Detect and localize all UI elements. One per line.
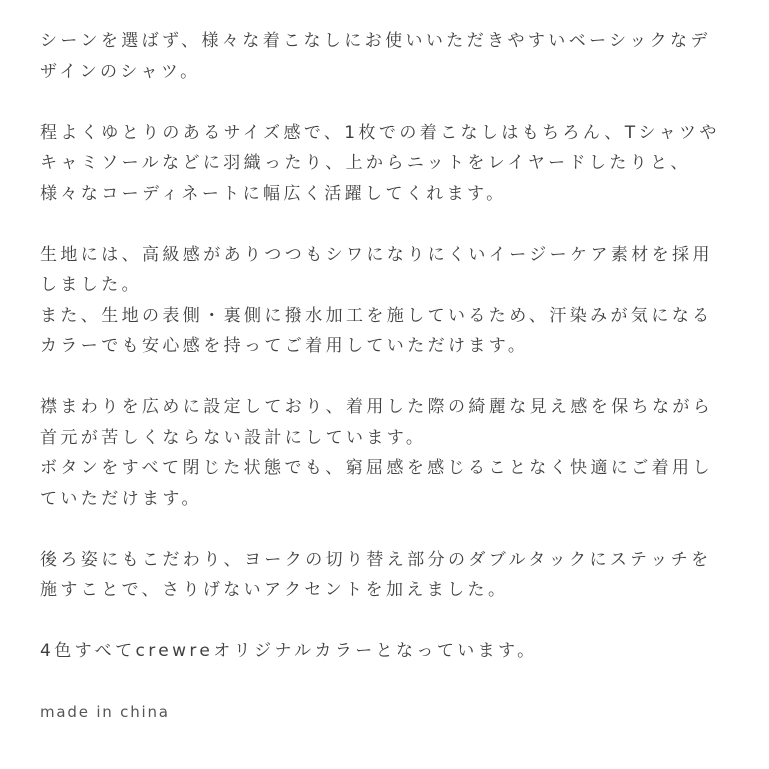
text-line: 後ろ姿にもこだわり、ヨークの切り替え部分のダブルタックにステッチを — [40, 549, 712, 570]
text-line: キャミソールなどに羽織ったり、上からニットをレイヤードしたりと、 — [40, 153, 691, 173]
text-line: ボタンをすべて閉じた状態でも、窮屈感を感じることなく快適にご着用し — [40, 458, 713, 478]
origin-note: made in china — [40, 703, 170, 721]
paragraph-fabric — [40, 240, 740, 362]
text-line: ていただけます。 — [40, 488, 202, 509]
text-line: 首元が苦しくならない設計にしています。 — [40, 427, 427, 448]
text-line: また、生地の表側・裏側に撥水加工を施しているため、汗染みが気になる — [40, 305, 713, 326]
paragraph-back — [40, 545, 740, 606]
paragraph-fit — [40, 118, 740, 210]
text-line: 襟まわりを広めに設定しており、着用した際の綺麗な見え感を保ちながら — [40, 397, 714, 417]
paragraph-collar — [40, 392, 740, 514]
product-description — [40, 26, 740, 758]
text-line: 4色すべてcrewreオリジナルカラーとなっています。 — [40, 641, 538, 661]
text-line: 生地には、高級感がありつつもシワになりにくいイージーケア素材を採用 — [40, 244, 713, 265]
paragraph-intro — [40, 26, 740, 87]
paragraph-colors — [40, 636, 740, 667]
text-line: シーンを選ばず、様々な着こなしにお使いいただきやすいベーシックなデ — [40, 31, 711, 51]
text-line: 様々なコーディネートに幅広く活躍してくれます。 — [40, 183, 507, 204]
text-line: しました。 — [40, 275, 142, 295]
text-line: 程よくゆとりのあるサイズ感で、1枚での着こなしはもちろん、Tシャツや — [40, 122, 720, 143]
text-line: カラーでも安心感を持ってご着用していただけます。 — [40, 336, 529, 356]
text-line: ザインのシャツ。 — [40, 61, 201, 82]
text-line: 施すことで、さりげないアクセントを加えました。 — [40, 580, 509, 600]
